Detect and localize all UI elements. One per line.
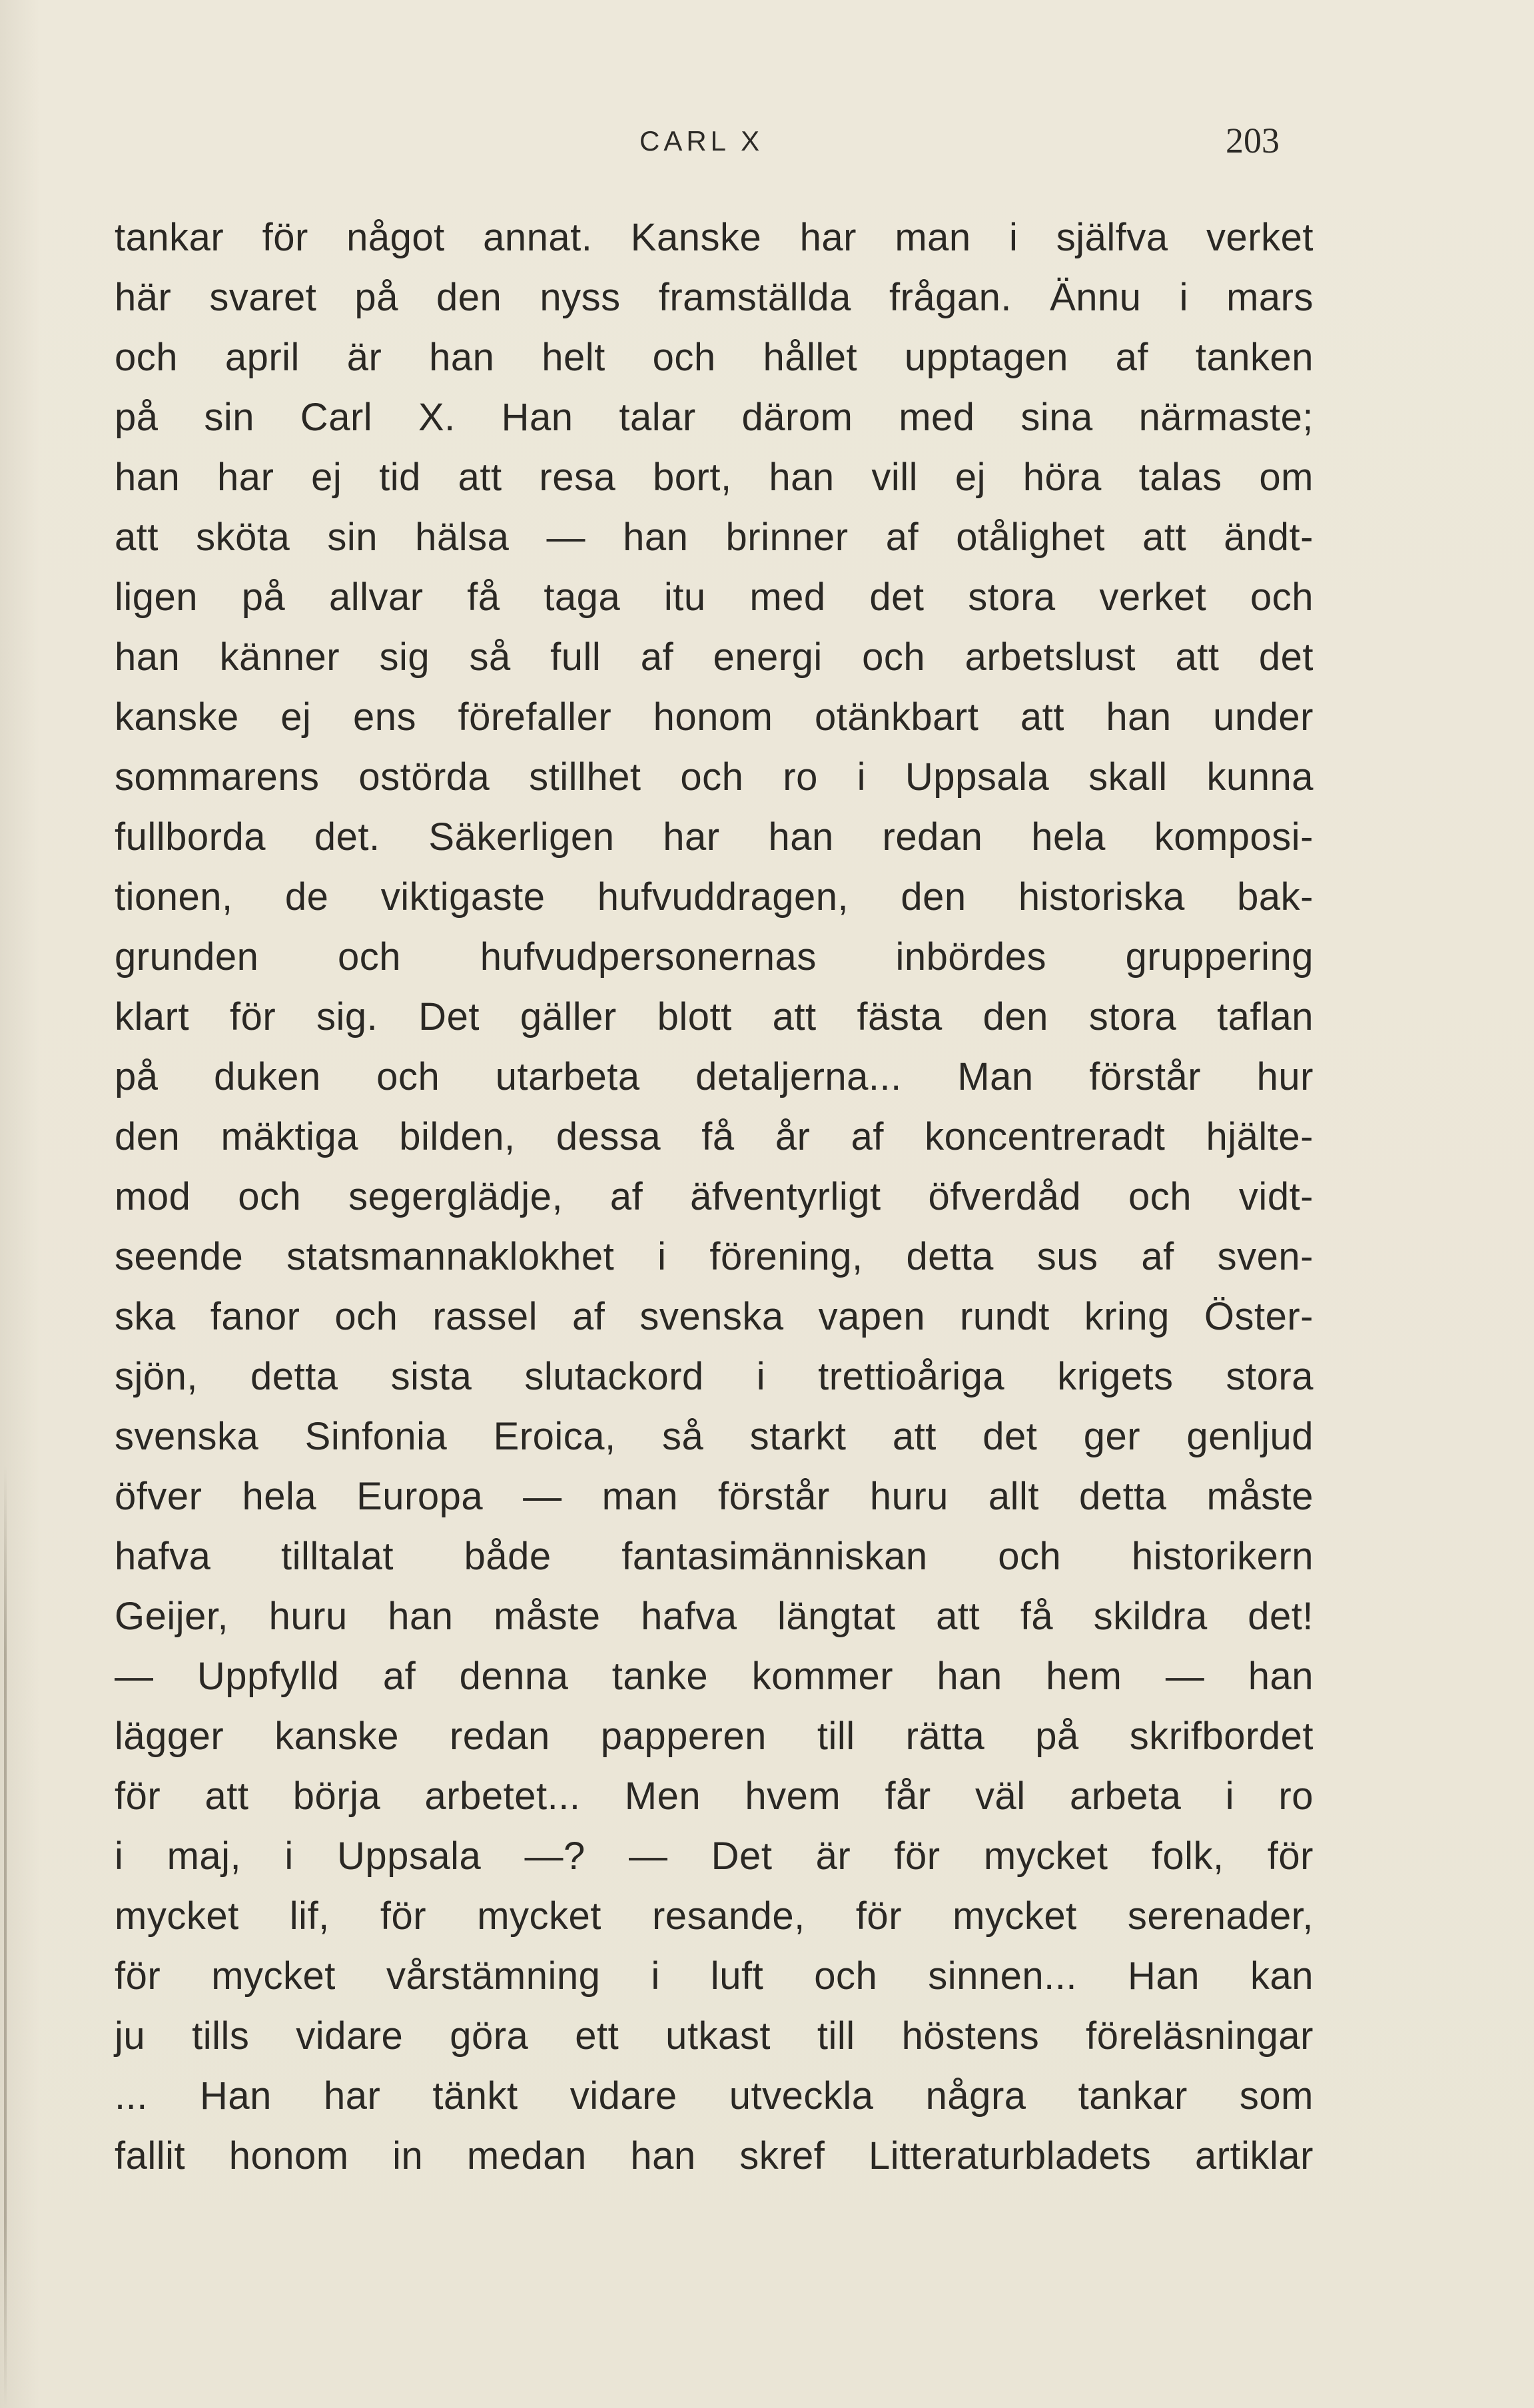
text-line: på duken och utarbeta detaljerna... Man förstår hur xyxy=(115,1055,1314,1098)
text-line: ska fanor och rassel af svenska vapen rundt kring Öster- xyxy=(115,1295,1314,1338)
text-line: fallit honom in medan han skref Litteraturbladets artiklar xyxy=(115,2134,1314,2178)
body-text xyxy=(115,208,1314,2186)
text-line: han känner sig så full af energi och arbetslust att det xyxy=(115,635,1314,679)
text-line: seende statsmannaklokhet i förening, detta sus af sven- xyxy=(115,1235,1314,1278)
page-number: 203 xyxy=(1226,121,1280,161)
text-line: grunden och hufvudpersonernas inbördes gruppering xyxy=(115,935,1314,979)
running-head: CARL X xyxy=(639,125,764,157)
text-line: tankar för något annat. Kanske har man i själfva verket xyxy=(115,216,1314,259)
binding-edge xyxy=(4,1465,7,2408)
text-line: mod och segerglädje, af äfventyrligt öfverdåd och vidt- xyxy=(115,1175,1314,1218)
text-line: att sköta sin hälsa — han brinner af otålighet att ändt- xyxy=(115,516,1314,559)
text-line: mycket lif, för mycket resande, för mycket serenader, xyxy=(115,1894,1314,1938)
text-line: och april är han helt och hållet upptagen af tanken xyxy=(115,336,1314,379)
text-line: kanske ej ens förefaller honom otänkbart att han under xyxy=(115,695,1314,739)
text-line: här svaret på den nyss framställda frågan. Ännu i mars xyxy=(115,276,1314,319)
text-line: tionen, de viktigaste hufvuddragen, den historiska bak- xyxy=(115,875,1314,919)
text-line: ... Han har tänkt vidare utveckla några tankar som xyxy=(115,2074,1314,2118)
text-line: ju tills vidare göra ett utkast till höstens föreläsningar xyxy=(115,2014,1314,2058)
text-line: Geijer, huru han måste hafva längtat att få skildra det! xyxy=(115,1595,1314,1638)
text-line: sjön, detta sista slutackord i trettioåriga krigets stora xyxy=(115,1355,1314,1398)
text-line: i maj, i Uppsala —? — Det är för mycket folk, för xyxy=(115,1834,1314,1878)
text-line: sommarens ostörda stillhet och ro i Uppsala skall kunna xyxy=(115,755,1314,799)
text-line: öfver hela Europa — man förstår huru allt detta måste xyxy=(115,1475,1314,1518)
text-line: svenska Sinfonia Eroica, så starkt att det ger genljud xyxy=(115,1415,1314,1458)
text-line: hafva tilltalat både fantasimänniskan och historikern xyxy=(115,1535,1314,1578)
text-line: för att börja arbetet... Men hvem får väl arbeta i ro xyxy=(115,1775,1314,1818)
text-line: på sin Carl X. Han talar därom med sina närmaste; xyxy=(115,396,1314,439)
text-line: ligen på allvar få taga itu med det stora verket och xyxy=(115,576,1314,619)
text-line: han har ej tid att resa bort, han vill ej höra talas om xyxy=(115,456,1314,499)
text-line: klart för sig. Det gäller blott att fästa den stora taflan xyxy=(115,995,1314,1038)
text-line: — Uppfylld af denna tanke kommer han hem — han xyxy=(115,1655,1314,1698)
text-line: fullborda det. Säkerligen har han redan hela komposi- xyxy=(115,815,1314,859)
text-line: för mycket vårstämning i luft och sinnen... Han kan xyxy=(115,1954,1314,1998)
text-line: lägger kanske redan papperen till rätta på skrifbordet xyxy=(115,1715,1314,1758)
text-line: den mäktiga bilden, dessa få år af koncentreradt hjälte- xyxy=(115,1115,1314,1158)
